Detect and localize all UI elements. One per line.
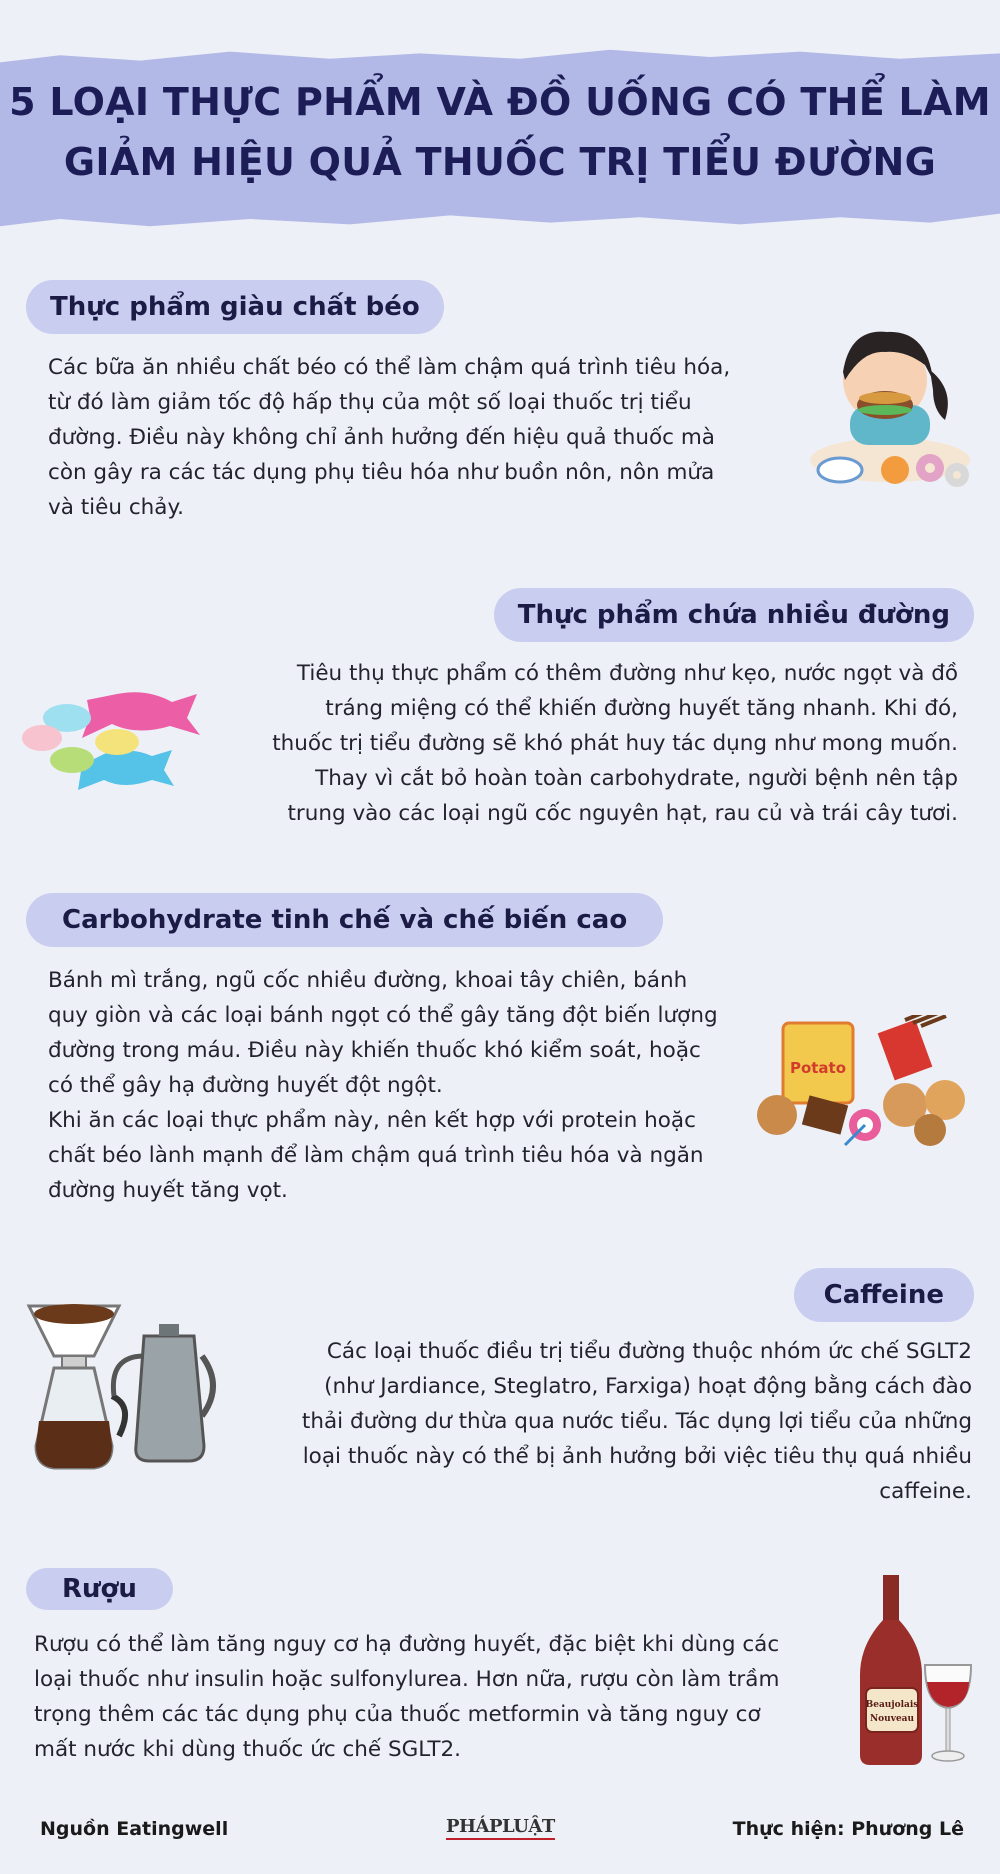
section-heading-refined-carbs: Carbohydrate tinh chế và chế biến cao bbox=[26, 893, 663, 947]
snacks-illustration bbox=[755, 1015, 975, 1155]
text-line: trung vào các loại ngũ cốc nguyên hạt, rau củ và trái cây tươi. bbox=[287, 801, 958, 826]
text-line: từ đó làm giảm tốc độ hấp thụ của một số loại thuốc trị tiểu bbox=[48, 390, 692, 415]
text-line: Khi ăn các loại thực phẩm này, nên kết hợp với protein hoặc bbox=[48, 1108, 696, 1133]
text-line: và tiêu chảy. bbox=[48, 495, 184, 520]
text-line: quy giòn và các loại bánh ngọt có thể gây tăng đột biến lượng bbox=[48, 1003, 718, 1028]
wine-label-line-1: Beaujolais bbox=[865, 1700, 919, 1710]
eating-girl-illustration bbox=[805, 310, 975, 500]
section-text-refined-carbs bbox=[48, 963, 778, 1208]
section-heading-caffeine: Caffeine bbox=[794, 1268, 974, 1322]
text-line: có thể gây hạ đường huyết đột ngột. bbox=[48, 1073, 443, 1098]
text-line: Các loại thuốc điều trị tiểu đường thuộc nhóm ức chế SGLT2 bbox=[326, 1339, 972, 1364]
text-line: loại thuốc này có thể bị ảnh hưởng bởi việc tiêu thụ quá nhiều bbox=[302, 1444, 972, 1469]
text-line: Tiêu thụ thực phẩm có thêm đường như kẹo, nước ngọt và đồ bbox=[296, 661, 958, 686]
text-line: tráng miệng có thể khiến đường huyết tăng nhanh. Khi đó, bbox=[325, 696, 958, 721]
text-line: Các bữa ăn nhiều chất béo có thể làm chậm quá trình tiêu hóa, bbox=[48, 355, 731, 380]
title-line-2: GIẢM HIỆU QUẢ THUỐC TRỊ TIỂU ĐƯỜNG bbox=[63, 140, 937, 184]
potato-chips-label: Potato bbox=[789, 1059, 847, 1077]
text-line: Thay vì cắt bỏ hoàn toàn carbohydrate, người bệnh nên tập bbox=[315, 766, 958, 791]
text-line: chất béo lành mạnh để làm chậm quá trình tiêu hóa và ngăn bbox=[48, 1143, 704, 1168]
section-text-sugary-food bbox=[200, 656, 958, 831]
text-line: thải đường dư thừa qua nước tiểu. Tác dụng lợi tiểu của những bbox=[301, 1409, 972, 1434]
wine-illustration bbox=[850, 1570, 975, 1770]
text-line: loại thuốc như insulin hoặc sulfonylurea. Hơn nữa, rượu còn làm trầm bbox=[34, 1667, 780, 1692]
text-line: Bánh mì trắng, ngũ cốc nhiều đường, khoai tây chiên, bánh bbox=[48, 968, 688, 993]
section-text-caffeine bbox=[220, 1334, 972, 1509]
text-line: đường. Điều này không chỉ ảnh hưởng đến hiệu quả thuốc mà bbox=[48, 425, 715, 450]
wine-label-line-2: Nouveau bbox=[869, 1714, 915, 1724]
text-line: trọng thêm các tác dụng phụ của thuốc metformin và tăng nguy cơ bbox=[34, 1702, 761, 1727]
footer-source: Nguồn Eatingwell bbox=[40, 1818, 229, 1840]
text-line: (như Jardiance, Steglatro, Farxiga) hoạt động bằng cách đào bbox=[324, 1374, 972, 1399]
section-heading-fatty-food: Thực phẩm giàu chất béo bbox=[26, 280, 444, 334]
text-line: caffeine. bbox=[879, 1479, 972, 1504]
coffee-illustration bbox=[24, 1296, 224, 1476]
title-line-1: 5 LOẠI THỰC PHẨM VÀ ĐỒ UỐNG CÓ THỂ LÀM bbox=[9, 80, 991, 124]
text-line: thuốc trị tiểu đường sẽ khó phát huy tác dụng như mong muốn. bbox=[272, 731, 958, 756]
publisher-logo: PHÁPLUẬT bbox=[446, 1816, 555, 1840]
text-line: đường huyết tăng vọt. bbox=[48, 1178, 288, 1203]
section-heading-alcohol: Rượu bbox=[26, 1568, 173, 1610]
text-line: Rượu có thể làm tăng nguy cơ hạ đường huyết, đặc biệt khi dùng các bbox=[34, 1632, 780, 1657]
section-text-fatty-food bbox=[48, 350, 808, 525]
text-line: đường trong máu. Điều này khiến thuốc khó kiểm soát, hoặc bbox=[48, 1038, 701, 1063]
footer-credit: Thực hiện: Phương Lê bbox=[732, 1818, 964, 1840]
section-heading-sugary-food: Thực phẩm chứa nhiều đường bbox=[494, 588, 974, 642]
text-line: mất nước khi dùng thuốc ức chế SGLT2. bbox=[34, 1737, 461, 1762]
text-line: còn gây ra các tác dụng phụ tiêu hóa như buồn nôn, nôn mửa bbox=[48, 460, 715, 485]
page-title bbox=[0, 72, 1000, 192]
section-text-alcohol bbox=[34, 1627, 854, 1767]
candy-illustration bbox=[22, 680, 207, 820]
